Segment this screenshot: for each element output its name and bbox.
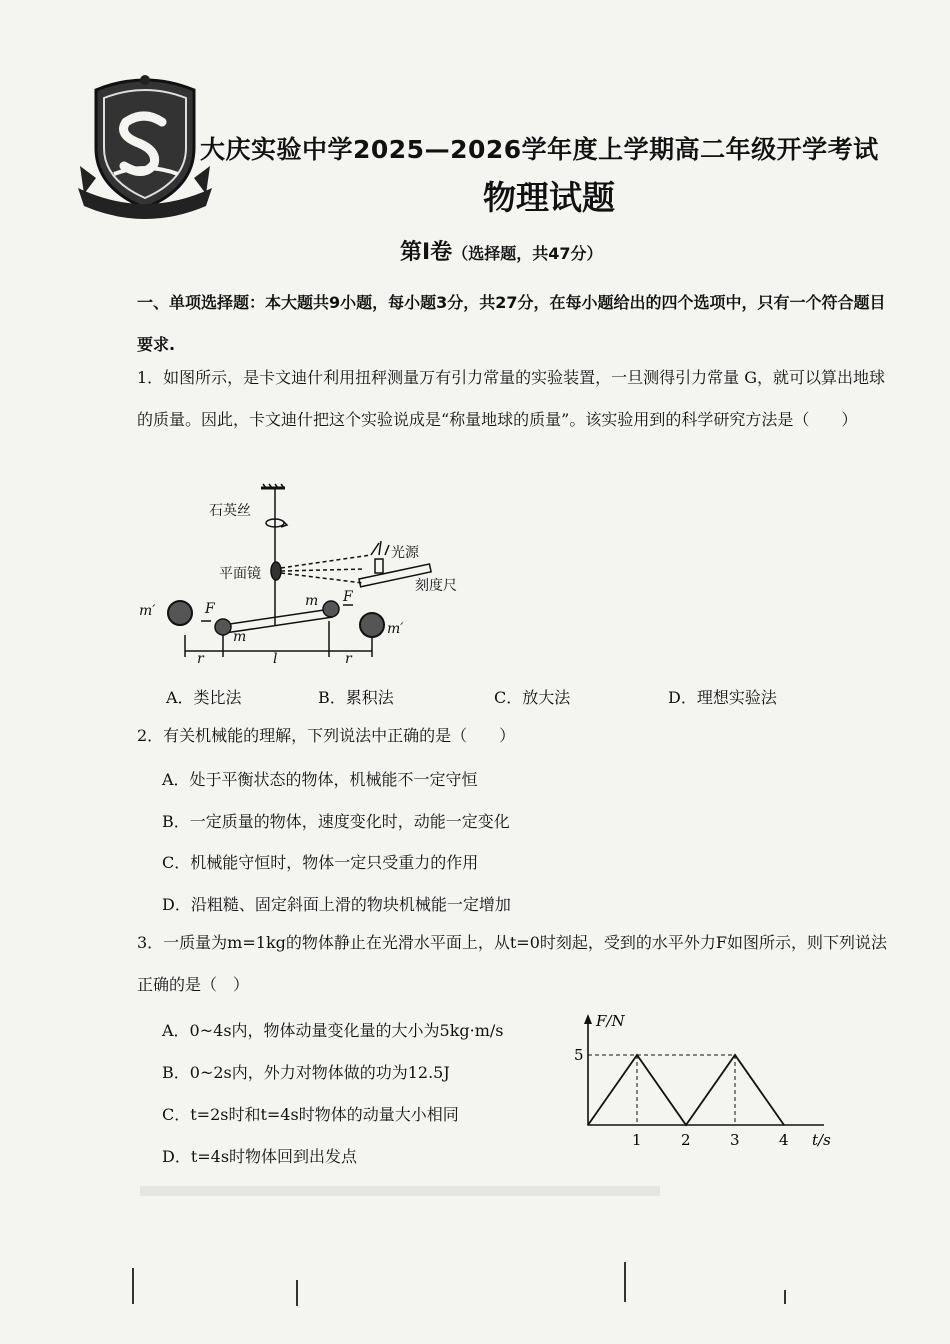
- y-tick-label: 5: [574, 1046, 584, 1064]
- y-axis-arrow: [584, 1014, 592, 1024]
- data-point: [734, 1054, 736, 1056]
- torsion-balance-diagram: [135, 483, 475, 668]
- label-m-prime-right: m′: [387, 621, 404, 637]
- label-l: l: [273, 651, 278, 667]
- force-time-chart: [570, 1010, 840, 1155]
- scan-mark: [784, 1290, 786, 1304]
- label-m-prime-left: m′: [139, 603, 156, 619]
- scan-smudge: [140, 1186, 660, 1196]
- volume-heading: [400, 235, 602, 266]
- scan-mark: [132, 1268, 134, 1304]
- q1-option-c: C．放大法: [494, 688, 571, 707]
- question-1-stem: 1．如图所示，是卡文迪什利用扭秤测量万有引力常量的实验装置，一旦测得引力常量 G，就可以算出地球的质量。因此，卡文迪什把这个实验说成是“称量地球的质量”。该实验用到的科学研究方法是（ ）: [137, 368, 886, 429]
- label-light-source: 光源: [391, 545, 419, 561]
- force-series-line: [588, 1055, 784, 1125]
- x-tick-label: 1: [632, 1131, 642, 1149]
- label-mirror: 平面镜: [219, 566, 261, 582]
- x-tick-label: 4: [779, 1131, 789, 1149]
- q2-option-d: D．沿粗糙、固定斜面上滑的物块机械能一定增加: [162, 895, 511, 914]
- q1-option-d: D．理想实验法: [668, 688, 777, 707]
- scan-mark: [624, 1262, 626, 1302]
- label-force-left: F: [205, 601, 215, 617]
- subject-title: 物理试题: [483, 178, 615, 217]
- y-axis-label: F/N: [596, 1012, 625, 1030]
- section-heading: 一、单项选择题：本大题共9小题，每小题3分，共27分，在每小题给出的四个选项中，只有一个符合题目要求.: [137, 293, 886, 354]
- school-exam-title: 大庆实验中学2025—2026学年度上学期高二年级开学考试: [200, 135, 879, 164]
- question-2-stem: 2．有关机械能的理解，下列说法中正确的是（ ）: [137, 726, 516, 745]
- data-point: [587, 1124, 589, 1126]
- label-r-right: r: [345, 651, 352, 667]
- volume-note: （选择题，共47分）: [452, 244, 603, 263]
- label-force-right: F: [343, 589, 353, 605]
- label-m-right: m: [305, 593, 319, 609]
- q3-option-b: B．0~2s内，外力对物体做的功为12.5J: [162, 1063, 450, 1082]
- data-point: [783, 1124, 785, 1126]
- q3-option-c: C．t=2s时和t=4s时物体的动量大小相同: [162, 1105, 459, 1124]
- data-point: [636, 1054, 638, 1056]
- q2-option-a: A．处于平衡状态的物体，机械能不一定守恒: [162, 770, 478, 789]
- label-r-left: r: [197, 651, 204, 667]
- volume-main: 第Ⅰ卷: [400, 240, 453, 265]
- x-tick-label: 2: [681, 1131, 691, 1149]
- label-fiber: 石英丝: [209, 503, 251, 519]
- scan-mark: [296, 1280, 298, 1306]
- data-point: [685, 1124, 687, 1126]
- school-crest-logo: [74, 70, 216, 220]
- q1-option-a: A．类比法: [166, 688, 242, 707]
- label-m-left: m: [233, 629, 247, 645]
- q3-option-d: D．t=4s时物体回到出发点: [162, 1147, 358, 1166]
- q2-option-c: C．机械能守恒时，物体一定只受重力的作用: [162, 853, 479, 872]
- question-3-stem: 3．一质量为m=1kg的物体静止在光滑水平面上，从t=0时刻起，受到的水平外力F如图所示，则下列说法正确的是（ ）: [137, 933, 887, 994]
- x-tick-label: 3: [730, 1131, 740, 1149]
- q1-option-b: B．累积法: [318, 688, 394, 707]
- x-axis-label: t/s: [812, 1131, 831, 1149]
- q3-option-a: A．0~4s内，物体动量变化量的大小为5kg·m/s: [162, 1021, 504, 1040]
- q2-option-b: B．一定质量的物体，速度变化时，动能一定变化: [162, 812, 510, 831]
- label-scale: 刻度尺: [415, 578, 457, 594]
